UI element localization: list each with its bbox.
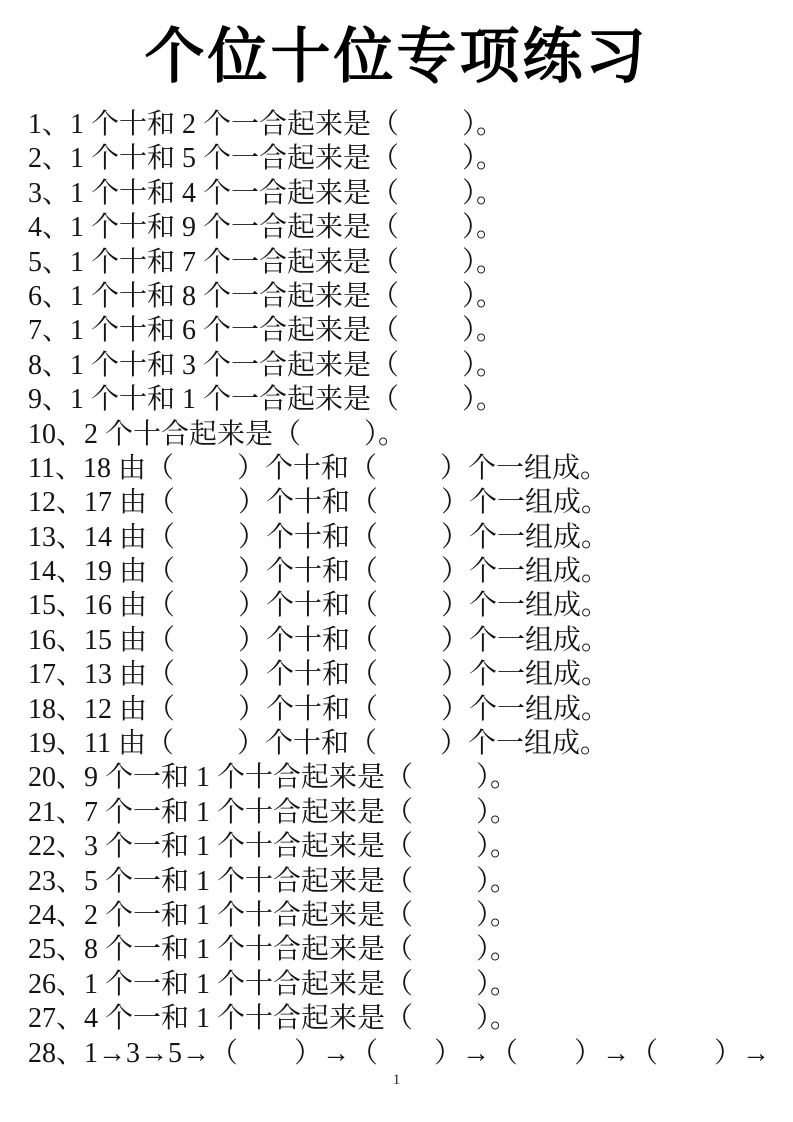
question-list [28,108,793,1071]
question-row: 26、1 个一和 1 个十合起来是（ ）。 [28,968,519,1000]
question-row: 21、7 个一和 1 个十合起来是（ ）。 [28,796,519,828]
question-row: 24、2 个一和 1 个十合起来是（ ）。 [28,899,519,931]
question-row: 13、14 由（ ）个十和（ ）个一组成。 [28,521,610,553]
question-row: 1、1 个十和 2 个一合起来是（ ）。 [28,109,505,140]
page-number: 1 [392,1071,401,1088]
question-row: 22、3 个一和 1 个十合起来是（ ）。 [28,831,519,863]
question-row: 10、2 个十合起来是（ ）。 [28,418,407,450]
question-row: 20、9 个一和 1 个十合起来是（ ）。 [28,762,519,794]
question-row: 19、11 由（ ）个十和（ ）个一组成。 [28,728,608,760]
question-row: 15、16 由（ ）个十和（ ）个一组成。 [28,590,610,622]
question-row: 8、1 个十和 3 个一合起来是（ ）。 [28,349,505,381]
question-row: 7、1 个十和 6 个一合起来是（ ）。 [28,315,505,347]
question-row: 12、17 由（ ）个十和（ ）个一组成。 [28,487,610,519]
question-row: 16、15 由（ ）个十和（ ）个一组成。 [28,624,610,656]
question-row: 25、8 个一和 1 个十合起来是（ ）。 [28,934,519,966]
question-row: 9、1 个十和 1 个一合起来是（ ）。 [28,384,505,416]
question-row: 14、19 由（ ）个十和（ ）个一组成。 [28,556,610,588]
question-row: 27、4 个一和 1 个十合起来是（ ）。 [28,1003,519,1035]
page-title: 个位十位专项练习 [144,23,649,90]
question-row: 3、1 个十和 4 个一合起来是（ ）。 [28,177,505,209]
question-row: 6、1 个十和 8 个一合起来是（ ）。 [28,280,505,312]
question-row: 18、12 由（ ）个十和（ ）个一组成。 [28,693,610,725]
question-row: 4、1 个十和 9 个一合起来是（ ）。 [28,212,505,244]
question-row: 17、13 由（ ）个十和（ ）个一组成。 [28,659,610,691]
question-row: 11、18 由（ ）个十和（ ）个一组成。 [28,452,608,484]
question-row: 2、1 个十和 5 个一合起来是（ ）。 [28,143,505,175]
question-row: 23、5 个一和 1 个十合起来是（ ）。 [28,865,519,897]
question-row: 28、1→3→5→（ ）→（ ）→（ ）→（ ）→ [28,1037,771,1069]
question-row: 5、1 个十和 7 个一合起来是（ ）。 [28,246,505,278]
